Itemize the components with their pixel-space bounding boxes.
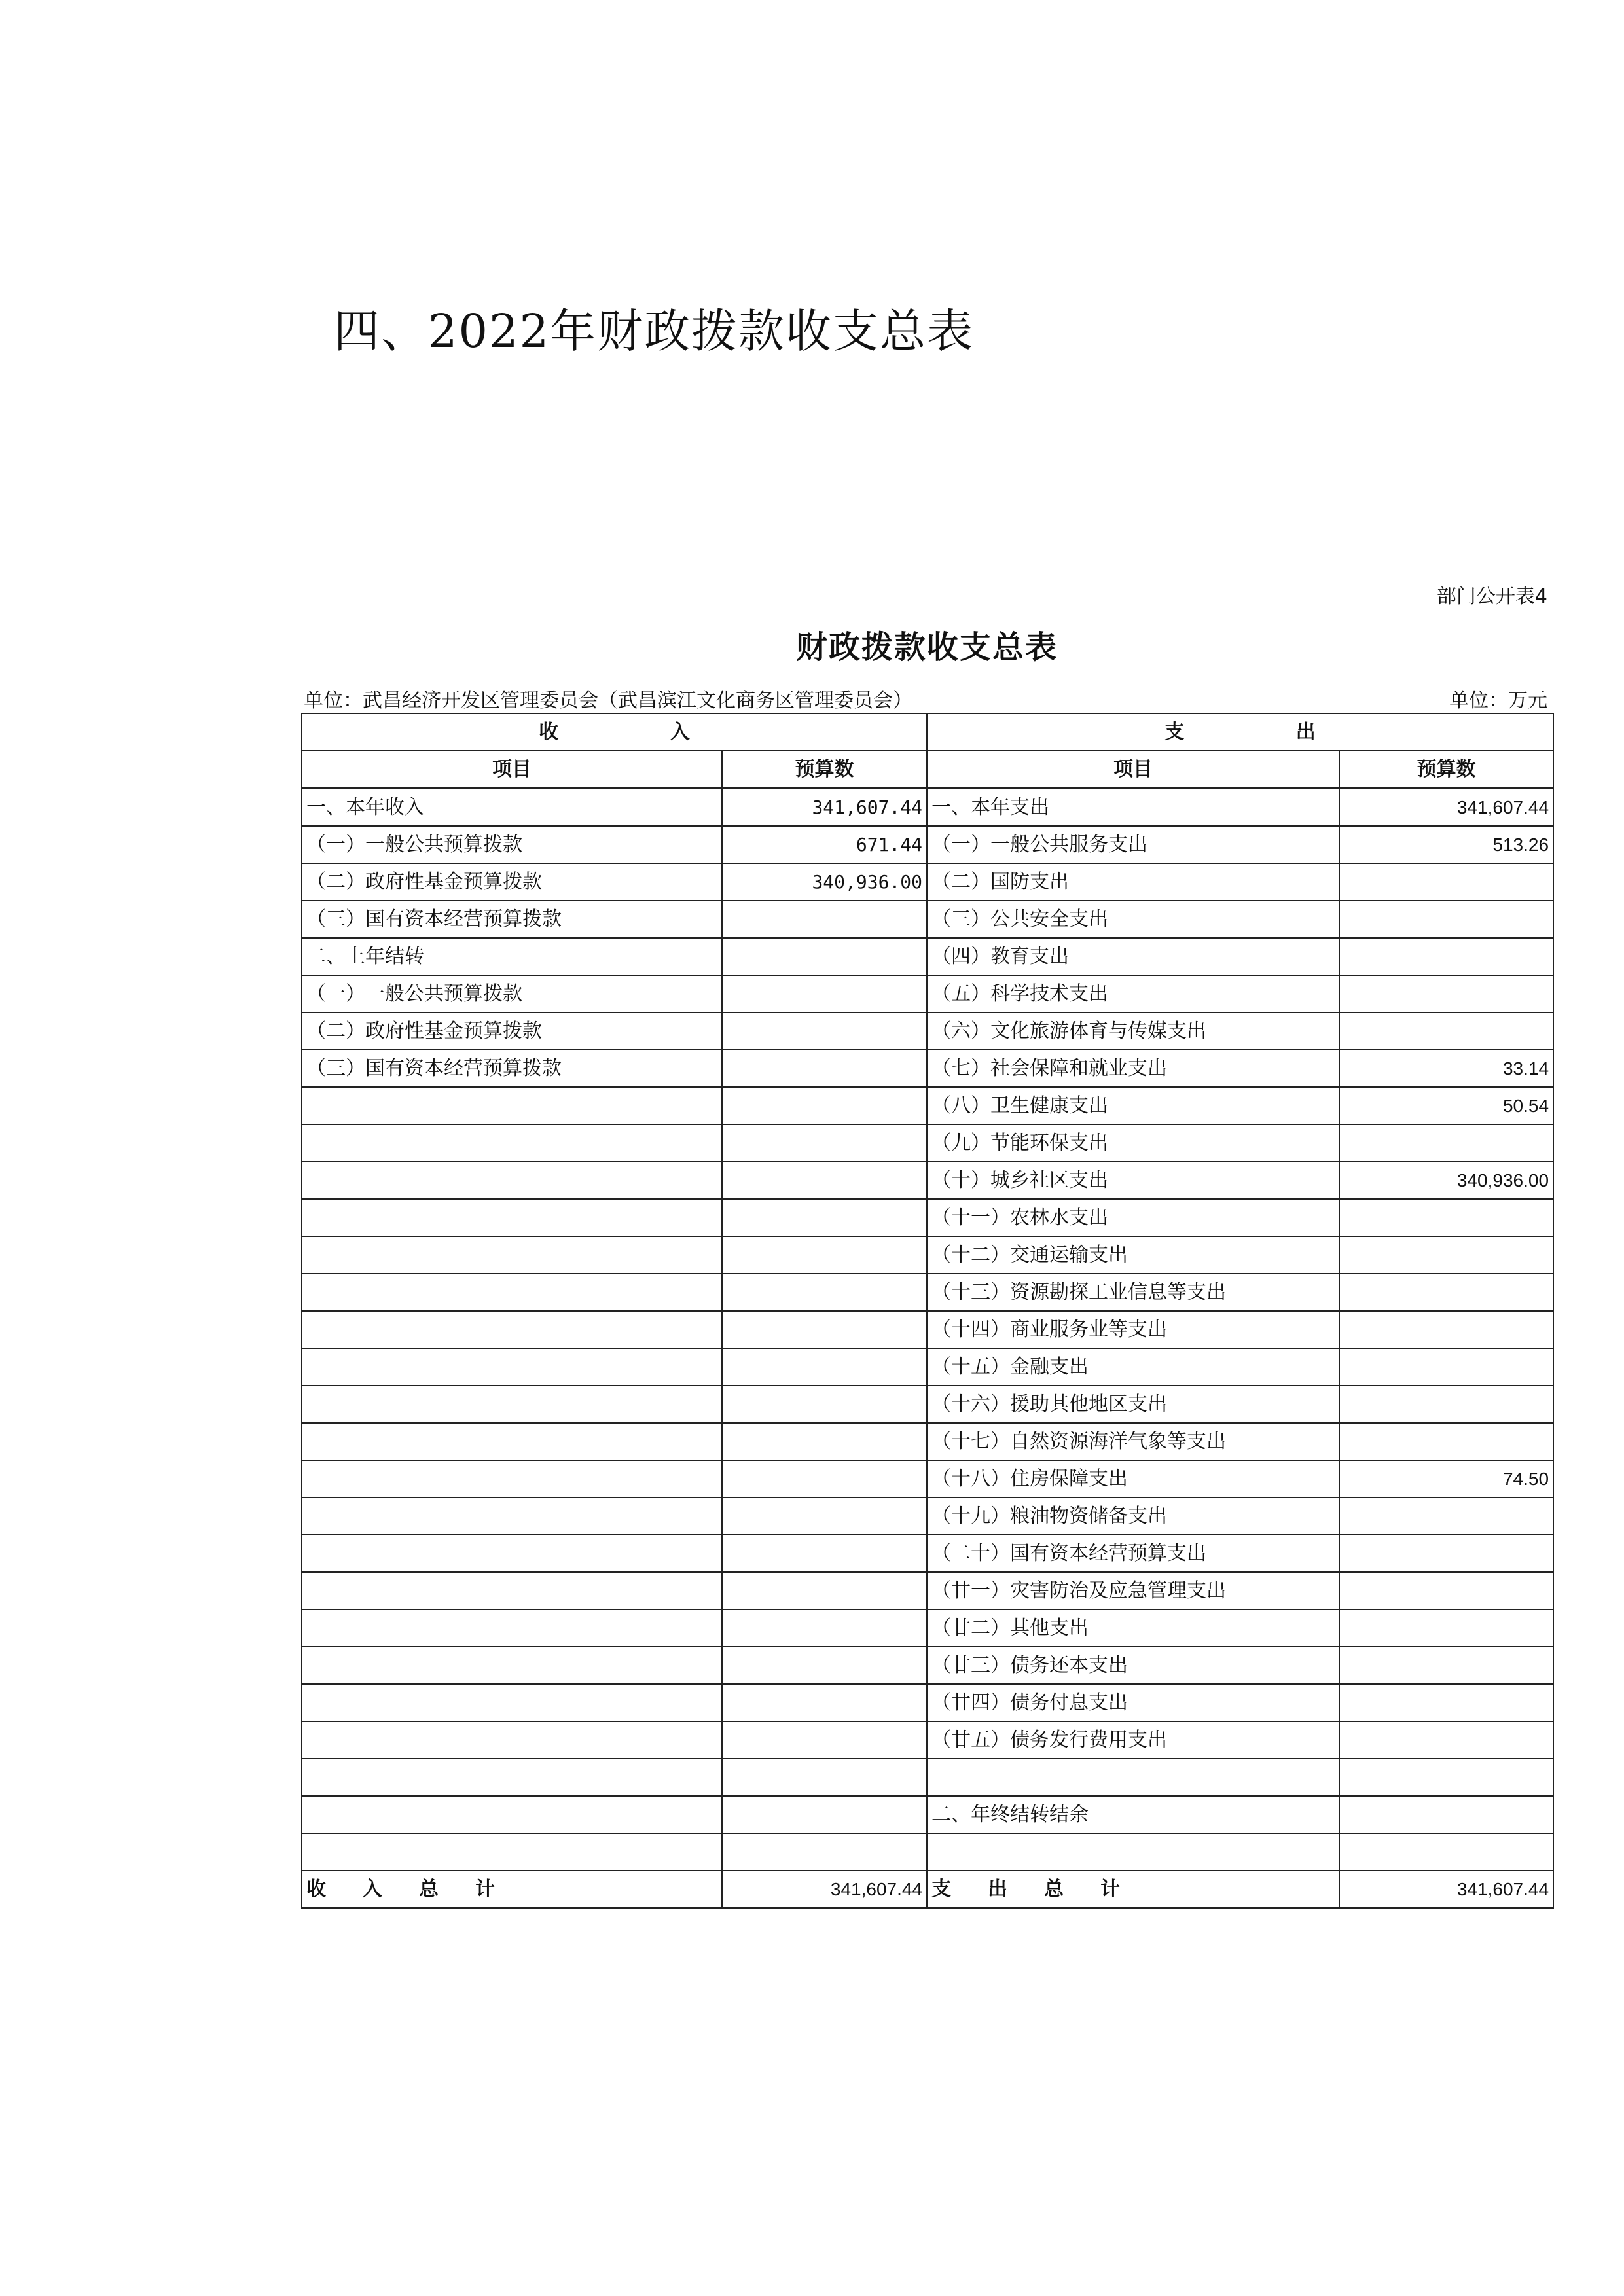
income-amount-cell: 340,936.00 [722,863,927,901]
expense-item-cell: （廿四）债务付息支出 [927,1684,1339,1721]
expense-item-cell [927,1833,1339,1871]
table-row [302,1013,1553,1050]
income-amount-cell [722,1460,927,1498]
expense-amount-cell [1339,1124,1553,1162]
expense-amount-cell [1339,1572,1553,1609]
budget-table-body [302,713,1553,1908]
income-amount-cell [722,1796,927,1833]
expense-item-cell: （三）公共安全支出 [927,901,1339,938]
income-amount-cell [722,1087,927,1124]
table-row [302,1535,1553,1572]
expense-amount-cell [1339,1199,1553,1236]
expense-budget-header: 预算数 [1339,751,1553,789]
table-row [302,1162,1553,1199]
expense-item-cell: 二、年终结转结余 [927,1796,1339,1833]
income-amount-cell [722,1535,927,1572]
expense-amount-cell [1339,1721,1553,1759]
expense-amount-cell [1339,1498,1553,1535]
expense-item-cell: （六）文化旅游体育与传媒支出 [927,1013,1339,1050]
expense-item-cell: （十四）商业服务业等支出 [927,1311,1339,1348]
expense-amount-cell: 74.50 [1339,1460,1553,1498]
table-row [302,1721,1553,1759]
income-item-cell [302,1759,722,1796]
table-row [302,1796,1553,1833]
income-amount-cell [722,1721,927,1759]
income-amount-cell [722,1833,927,1871]
income-amount-cell [722,1609,927,1647]
expense-amount-cell: 341,607.44 [1339,789,1553,827]
income-item-cell: （三）国有资本经营预算拨款 [302,901,722,938]
income-amount-cell: 671.44 [722,826,927,863]
expense-amount-cell [1339,1386,1553,1423]
table-row [302,1423,1553,1460]
table-row [302,1050,1553,1087]
income-amount-cell [722,975,927,1013]
expense-item-cell: （十一）农林水支出 [927,1199,1339,1236]
income-item-cell [302,1199,722,1236]
expense-amount-cell [1339,863,1553,901]
income-item-cell [302,1124,722,1162]
table-row [302,789,1553,827]
expense-item-cell: （十八）住房保障支出 [927,1460,1339,1498]
income-amount-cell [722,1386,927,1423]
table-row [302,1609,1553,1647]
income-amount-cell [722,1050,927,1087]
expense-amount-cell [1339,1348,1553,1386]
expense-item-cell: （二十）国有资本经营预算支出 [927,1535,1339,1572]
income-item-cell: （二）政府性基金预算拨款 [302,1013,722,1050]
table-row [302,1124,1553,1162]
expense-item-cell: （十七）自然资源海洋气象等支出 [927,1423,1339,1460]
income-amount-cell [722,1647,927,1684]
expense-item-cell: （十二）交通运输支出 [927,1236,1339,1274]
table-row [302,1087,1553,1124]
table-row [302,1460,1553,1498]
budget-table [301,713,1554,1909]
income-item-cell: （二）政府性基金预算拨款 [302,863,722,901]
income-amount-cell [722,901,927,938]
expense-item-cell: （五）科学技术支出 [927,975,1339,1013]
income-amount-cell [722,1274,927,1311]
group-header-row [302,713,1553,751]
income-amount-cell [722,1236,927,1274]
expense-total-amount: 341,607.44 [1339,1871,1553,1908]
income-item-cell [302,1274,722,1311]
table-row [302,1647,1553,1684]
table-row [302,1274,1553,1311]
table-row [302,1498,1553,1535]
totals-row [302,1871,1553,1908]
expense-amount-cell [1339,1796,1553,1833]
table-row [302,1572,1553,1609]
income-item-cell [302,1386,722,1423]
table-title: 财政拨款收支总表 [795,629,1058,666]
table-row [302,1348,1553,1386]
income-item-cell [302,1535,722,1572]
expense-item-cell: （十六）援助其他地区支出 [927,1386,1339,1423]
expense-item-cell: （十三）资源勘探工业信息等支出 [927,1274,1339,1311]
income-amount-cell [722,1498,927,1535]
unit-currency: 单位：万元 [1449,689,1547,712]
expense-item-cell [927,1759,1339,1796]
expense-item-header: 项目 [927,751,1339,789]
expense-amount-cell: 340,936.00 [1339,1162,1553,1199]
table-row [302,1311,1553,1348]
income-amount-cell [722,1684,927,1721]
expense-amount-cell [1339,1013,1553,1050]
income-amount-cell [722,1162,927,1199]
expense-item-cell: （八）卫生健康支出 [927,1087,1339,1124]
table-row [302,901,1553,938]
income-item-cell: （三）国有资本经营预算拨款 [302,1050,722,1087]
form-code: 部门公开表4 [1436,585,1547,608]
table-row [302,1199,1553,1236]
expense-amount-cell [1339,1684,1553,1721]
income-item-cell [302,1087,722,1124]
expense-group-header: 支 出 [927,713,1553,751]
income-amount-cell [722,1013,927,1050]
income-amount-cell [722,938,927,975]
income-item-header: 项目 [302,751,722,789]
table-row [302,1833,1553,1871]
income-item-cell: （一）一般公共预算拨款 [302,826,722,863]
income-item-cell [302,1609,722,1647]
expense-amount-cell [1339,1609,1553,1647]
income-item-cell [302,1498,722,1535]
expense-amount-cell [1339,1236,1553,1274]
income-item-cell [302,1348,722,1386]
expense-amount-cell [1339,975,1553,1013]
expense-item-cell: （十五）金融支出 [927,1348,1339,1386]
expense-amount-cell: 513.26 [1339,826,1553,863]
table-row [302,1236,1553,1274]
income-group-header: 收 入 [302,713,927,751]
income-item-cell [302,1833,722,1871]
table-row [302,1684,1553,1721]
expense-item-cell: （廿五）债务发行费用支出 [927,1721,1339,1759]
expense-item-cell: （廿三）债务还本支出 [927,1647,1339,1684]
expense-amount-cell [1339,1759,1553,1796]
income-item-cell [302,1572,722,1609]
income-amount-cell [722,1759,927,1796]
income-amount-cell [722,1311,927,1348]
expense-item-cell: （四）教育支出 [927,938,1339,975]
income-item-cell: 一、本年收入 [302,789,722,827]
expense-item-cell: （九）节能环保支出 [927,1124,1339,1162]
expense-amount-cell [1339,938,1553,975]
income-budget-header: 预算数 [722,751,927,789]
column-header-row [302,751,1553,789]
expense-item-cell: （一）一般公共服务支出 [927,826,1339,863]
income-item-cell [302,1236,722,1274]
unit-organization: 单位：武昌经济开发区管理委员会（武昌滨江文化商务区管理委员会） [304,689,912,712]
page-heading: 四、2022年财政拨款收支总表 [334,304,975,358]
expense-item-cell: （二）国防支出 [927,863,1339,901]
income-amount-cell [722,1348,927,1386]
income-amount-cell [722,1423,927,1460]
income-item-cell [302,1423,722,1460]
expense-amount-cell [1339,901,1553,938]
income-item-cell [302,1796,722,1833]
income-amount-cell: 341,607.44 [722,789,927,827]
expense-total-label: 支出总计 [927,1871,1339,1908]
expense-item-cell: 一、本年支出 [927,789,1339,827]
expense-item-cell: （廿二）其他支出 [927,1609,1339,1647]
expense-amount-cell [1339,1647,1553,1684]
expense-item-cell: （十）城乡社区支出 [927,1162,1339,1199]
table-row [302,938,1553,975]
expense-amount-cell [1339,1833,1553,1871]
income-item-cell [302,1684,722,1721]
expense-item-cell: （七）社会保障和就业支出 [927,1050,1339,1087]
table-row [302,975,1553,1013]
table-row [302,1759,1553,1796]
income-amount-cell [722,1124,927,1162]
income-item-cell [302,1647,722,1684]
income-item-cell [302,1460,722,1498]
income-item-cell: 二、上年结转 [302,938,722,975]
income-item-cell [302,1721,722,1759]
income-total-amount: 341,607.44 [722,1871,927,1908]
table-row [302,863,1553,901]
expense-amount-cell: 33.14 [1339,1050,1553,1087]
table-row [302,1386,1553,1423]
table-row [302,826,1553,863]
income-amount-cell [722,1572,927,1609]
income-item-cell [302,1311,722,1348]
expense-amount-cell [1339,1311,1553,1348]
expense-item-cell: （廿一）灾害防治及应急管理支出 [927,1572,1339,1609]
income-item-cell [302,1162,722,1199]
expense-amount-cell [1339,1274,1553,1311]
expense-amount-cell [1339,1423,1553,1460]
income-total-label: 收入总计 [302,1871,722,1908]
expense-amount-cell [1339,1535,1553,1572]
expense-item-cell: （十九）粮油物资储备支出 [927,1498,1339,1535]
income-amount-cell [722,1199,927,1236]
expense-amount-cell: 50.54 [1339,1087,1553,1124]
income-item-cell: （一）一般公共预算拨款 [302,975,722,1013]
